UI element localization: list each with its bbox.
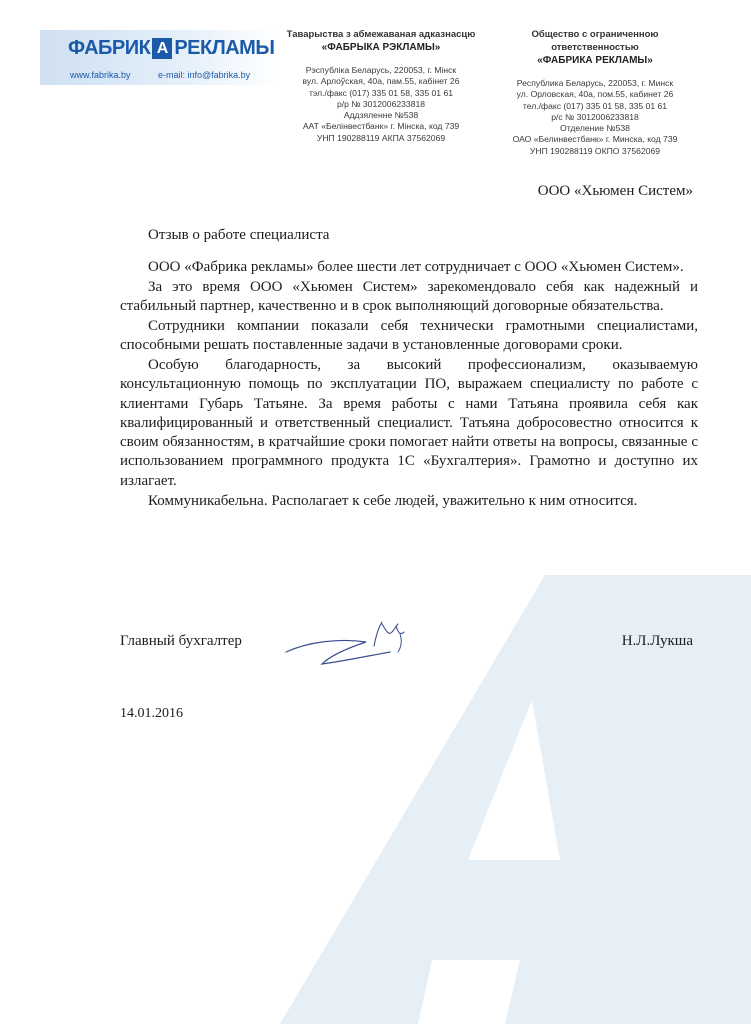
requisites-russian (490, 28, 700, 157)
requisites-line: ААТ «Белінвестбанк» г. Мінска, код 739 (302, 121, 460, 132)
company-logo (40, 30, 280, 85)
logo-website: www.fabrika.by (70, 70, 131, 80)
letter-paragraph: ООО «Фабрика рекламы» более шести лет сотрудничает с ООО «Хьюмен Систем». (148, 259, 684, 275)
logo-name (68, 37, 274, 60)
requisites-line: вул. Арлоўская, 40а, пам.55, кабінет 26 (302, 76, 460, 87)
requisites-line: Аддзяленне №538 (343, 110, 419, 121)
requisites-company: «ФАБРЫКА РЭКЛАМЫ» (321, 42, 441, 53)
logo-name-left: ФАБРИК (68, 37, 151, 59)
logo-name-right: РЕКЛАМЫ (174, 37, 275, 59)
requisites-lines (490, 78, 700, 157)
requisites-heading: Таварыства з абмежаваная адказнасцю (286, 29, 476, 40)
handwritten-signature-icon (278, 612, 428, 682)
signer-position: Главный бухгалтер (120, 633, 242, 649)
requisites-line: УНП 190288119 ОКПО 37562069 (529, 145, 661, 156)
letter-paragraph: Особую благодарность, за высокий профессионализм, оказываемую консультационную помощь по эксплуатации ПО, выражаем специалисту по работе с клиентами Губарь Татьяне. За время работы с нами Татьяна проявила себя как квалифицированный и ответственный специалист. Татьяна добросовестно относится к своим обязанностям, в кратчайшие сроки помогает найти ответы на вопросы, связанные с использованием программного продукта 1С «Бухгалтерия». Грамотно и доступно их излагает. (120, 356, 698, 489)
requisites-line: тел./факс (017) 335 01 58, 335 01 61 (522, 100, 668, 111)
letter-paragraph: Коммуникабельна. Располагает к себе людей, уважительно к ним относится. (148, 492, 638, 509)
logo-email: e-mail: info@fabrika.by (158, 70, 251, 80)
requisites-line: Республика Беларусь, 220053, г. Минск (516, 78, 674, 88)
requisites-line: Отделение №538 (560, 123, 630, 134)
recipient: ООО «Хьюмен Систем» (537, 183, 693, 199)
requisites-line: УНП 190288119 АКПА 37562069 (316, 132, 446, 143)
requisites-line: р/р № 3012006233818 (336, 98, 426, 109)
logo-mark-icon: А (152, 38, 172, 59)
letter-date: 14.01.2016 (120, 706, 183, 721)
requisites-line: тэл./факс (017) 335 01 58, 335 01 61 (309, 87, 453, 98)
requisites-line: Рэспубліка Беларусь, 220053, г. Мінск (305, 65, 457, 75)
requisites-belarusian (276, 28, 486, 144)
letter-subject: Отзыв о работе специалиста (148, 227, 330, 243)
requisites-line: ул. Орловская, 40а, пом.55, кабинет 26 (516, 89, 674, 100)
requisites-company: «ФАБРИКА РЕКЛАМЫ» (537, 55, 653, 66)
letter-body (120, 258, 698, 511)
signer-name: Н.Л.Лукша (621, 633, 693, 649)
requisites-lines (276, 65, 486, 144)
requisites-heading: Общество с ограниченною ответственностью (531, 29, 659, 53)
requisites-line: ОАО «Белинвестбанк» г. Минска, код 739 (512, 134, 678, 145)
letter-paragraph: За это время ООО «Хьюмен Систем» зарекомендовало себя как надежный и стабильный партнер, качественно и в срок выполняющий договорные обязательства. (120, 278, 698, 315)
letter-paragraph: Сотрудники компании показали себя технически грамотными специалистами, способными решать поставленные задачи в установленные договорами сроки. (120, 317, 698, 354)
requisites-line: р/с № 3012006233818 (551, 111, 639, 122)
